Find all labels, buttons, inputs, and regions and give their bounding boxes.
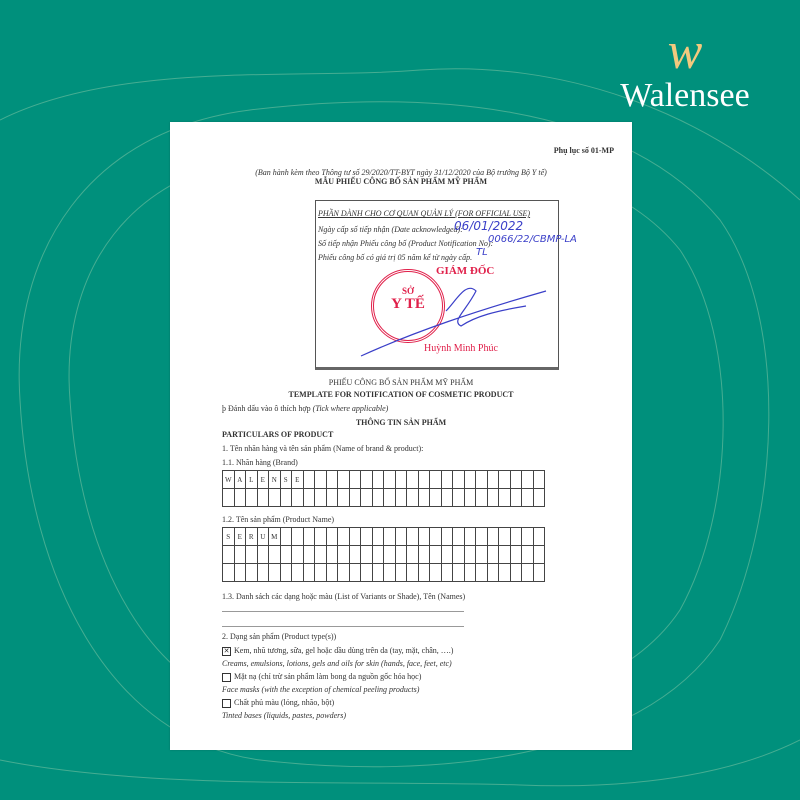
grid-cell <box>395 528 407 546</box>
grid-cell <box>522 528 534 546</box>
grid-cell <box>418 489 430 507</box>
grid-cell <box>280 528 292 546</box>
grid-cell <box>418 471 430 489</box>
grid-cell <box>407 528 419 546</box>
grid-cell <box>361 528 373 546</box>
grid-cell <box>441 471 453 489</box>
grid-cell <box>384 528 396 546</box>
grid-cell <box>349 528 361 546</box>
grid-cell <box>315 528 327 546</box>
question-2: 2. Dạng sản phẩm (Product type(s)) <box>222 632 337 641</box>
checkbox-icon <box>222 699 231 708</box>
grid-cell <box>499 471 511 489</box>
notification-no-value: 0066/22/CBMP-LA <box>488 234 577 245</box>
grid-cell <box>315 489 327 507</box>
grid-cell <box>510 489 522 507</box>
director-title: GIÁM ĐỐC <box>436 265 495 277</box>
grid-cell <box>303 489 315 507</box>
grid-cell <box>395 546 407 564</box>
grid-cell <box>338 489 350 507</box>
grid-cell <box>510 528 522 546</box>
grid-cell <box>453 546 465 564</box>
grid-cell <box>338 528 350 546</box>
grid-cell <box>533 489 545 507</box>
grid-cell <box>280 489 292 507</box>
issued-by: (Ban hành kèm theo Thông tư số 29/2020/TT-BYT ngày 31/12/2020 của Bộ trưởng Bộ Y tế) <box>255 168 547 177</box>
grid-cell <box>384 546 396 564</box>
grid-cell <box>430 564 442 582</box>
grid-cell: S <box>223 528 235 546</box>
grid-cell <box>510 546 522 564</box>
grid-cell <box>430 546 442 564</box>
grid-cell <box>303 471 315 489</box>
type-label-en: Creams, emulsions, lotions, gels and oils for skin (hands, face, feet, etc) <box>222 659 452 668</box>
question-1-3: 1.3. Danh sách các dạng hoặc màu (List of Variants or Shade), Tên (Names) <box>222 592 466 601</box>
grid-cell <box>418 546 430 564</box>
date-label: Ngày cấp số tiếp nhận (Date acknowledged): <box>318 225 463 234</box>
grid-cell <box>487 564 499 582</box>
grid-cell <box>338 546 350 564</box>
grid-cell <box>487 489 499 507</box>
grid-cell: E <box>257 471 269 489</box>
question-1-2: 1.2. Tên sản phẩm (Product Name) <box>222 515 335 524</box>
type-label-vn: Chất phủ màu (lỏng, nhão, bột) <box>234 698 335 707</box>
grid-cell <box>315 471 327 489</box>
grid-cell <box>476 546 488 564</box>
grid-cell <box>292 564 304 582</box>
grid-cell <box>407 546 419 564</box>
product-type-option <box>222 646 453 656</box>
stamp-top: SỞ <box>401 286 414 296</box>
grid-cell <box>441 546 453 564</box>
grid-cell <box>407 489 419 507</box>
grid-cell <box>361 471 373 489</box>
grid-cell <box>533 564 545 582</box>
grid-cell <box>269 564 281 582</box>
grid-cell <box>487 471 499 489</box>
grid-cell <box>326 546 338 564</box>
grid-cell <box>533 528 545 546</box>
grid-cell <box>257 489 269 507</box>
grid-cell <box>349 471 361 489</box>
product-type-option <box>222 698 334 708</box>
grid-cell <box>246 564 258 582</box>
grid-cell <box>384 489 396 507</box>
grid-cell <box>372 546 384 564</box>
product-name-grid <box>222 527 545 582</box>
grid-cell <box>372 489 384 507</box>
grid-cell <box>441 489 453 507</box>
grid-cell <box>441 528 453 546</box>
grid-cell <box>441 564 453 582</box>
logo-mark: w <box>667 23 703 80</box>
grid-cell <box>476 471 488 489</box>
grid-cell <box>407 471 419 489</box>
validity-note: Phiếu công bố có giá trị 05 năm kể từ ngày cấp. <box>318 253 473 262</box>
grid-cell <box>234 489 246 507</box>
grid-cell <box>453 528 465 546</box>
notification-no-label: Số tiếp nhận Phiếu công bố (Product Notification No): <box>318 239 494 248</box>
grid-cell <box>349 489 361 507</box>
grid-cell <box>338 471 350 489</box>
grid-cell <box>372 471 384 489</box>
walensee-logo <box>600 23 770 116</box>
grid-cell: U <box>257 528 269 546</box>
variants-line <box>222 626 464 627</box>
grid-cell <box>326 471 338 489</box>
grid-cell: W <box>223 471 235 489</box>
grid-row <box>223 546 545 564</box>
grid-row <box>223 489 545 507</box>
logo-text: Walensee <box>620 77 750 114</box>
grid-cell <box>361 546 373 564</box>
title-vn: PHIẾU CÔNG BỐ SẢN PHẨM MỸ PHẨM <box>328 378 474 387</box>
tl-mark: TL <box>476 247 488 258</box>
grid-cell <box>372 564 384 582</box>
grid-cell <box>499 489 511 507</box>
grid-cell <box>430 489 442 507</box>
grid-cell <box>361 489 373 507</box>
grid-row <box>223 528 545 546</box>
type-label-vn: Mặt nạ (chỉ trừ sản phẩm làm bong da nguồn gốc hóa học) <box>234 672 422 681</box>
grid-cell <box>430 528 442 546</box>
grid-cell: L <box>246 471 258 489</box>
grid-cell <box>246 546 258 564</box>
grid-cell <box>361 564 373 582</box>
grid-cell <box>395 564 407 582</box>
grid-cell <box>499 546 511 564</box>
section-en: PARTICULARS OF PRODUCT <box>222 430 334 439</box>
grid-cell <box>464 564 476 582</box>
grid-cell <box>315 564 327 582</box>
tick-note-en: (Tick where applicable) <box>312 404 389 413</box>
tick-note <box>222 404 388 413</box>
type-label-vn: Kem, nhũ tương, sữa, gel hoặc dầu dùng trên da (tay, mặt, chân, ….) <box>234 646 454 655</box>
grid-cell <box>223 489 235 507</box>
type-label-en: Face masks (with the exception of chemical peeling products) <box>222 685 420 694</box>
grid-cell <box>476 564 488 582</box>
date-value: 06/01/2022 <box>454 219 524 233</box>
grid-cell <box>510 471 522 489</box>
grid-cell <box>257 546 269 564</box>
grid-cell <box>395 471 407 489</box>
grid-cell <box>476 489 488 507</box>
grid-cell <box>372 528 384 546</box>
grid-cell <box>326 489 338 507</box>
grid-cell <box>280 546 292 564</box>
grid-cell <box>292 546 304 564</box>
grid-cell <box>464 528 476 546</box>
signer-name: Huỳnh Minh Phúc <box>424 343 498 354</box>
grid-cell <box>418 528 430 546</box>
variants-line <box>222 611 464 612</box>
grid-cell <box>464 489 476 507</box>
grid-cell <box>257 564 269 582</box>
grid-cell <box>499 564 511 582</box>
grid-cell <box>522 471 534 489</box>
grid-cell <box>326 564 338 582</box>
grid-cell <box>326 528 338 546</box>
question-1-1: 1.1. Nhãn hàng (Brand) <box>222 458 298 467</box>
grid-cell <box>533 471 545 489</box>
stamp-main: Y TẾ <box>391 296 425 312</box>
question-1: 1. Tên nhãn hàng và tên sản phẩm (Name of brand & product): <box>222 444 424 453</box>
grid-cell: E <box>234 528 246 546</box>
grid-cell <box>384 564 396 582</box>
brand-grid <box>222 470 545 507</box>
grid-cell: N <box>269 471 281 489</box>
grid-cell <box>292 489 304 507</box>
grid-cell: A <box>234 471 246 489</box>
document-page <box>170 122 632 750</box>
grid-cell <box>234 546 246 564</box>
grid-cell <box>453 489 465 507</box>
grid-cell <box>269 489 281 507</box>
grid-cell <box>223 546 235 564</box>
grid-cell: R <box>246 528 258 546</box>
grid-cell <box>234 564 246 582</box>
product-type-option <box>222 672 421 682</box>
grid-cell <box>407 564 419 582</box>
grid-cell: E <box>292 471 304 489</box>
grid-cell <box>246 489 258 507</box>
grid-cell <box>487 528 499 546</box>
grid-cell <box>453 471 465 489</box>
checkbox-icon <box>222 673 231 682</box>
grid-cell <box>476 528 488 546</box>
grid-cell: S <box>280 471 292 489</box>
grid-cell <box>464 471 476 489</box>
grid-cell <box>349 564 361 582</box>
grid-cell <box>533 546 545 564</box>
grid-cell <box>280 564 292 582</box>
official-heading: PHẦN DÀNH CHO CƠ QUAN QUẢN LÝ (FOR OFFICIAL USE) <box>318 209 531 218</box>
grid-cell <box>499 528 511 546</box>
grid-cell <box>522 489 534 507</box>
grid-cell <box>303 564 315 582</box>
grid-cell <box>522 564 534 582</box>
grid-row <box>223 471 545 489</box>
appendix-number: Phụ lục số 01-MP <box>553 146 614 155</box>
tick-note-vn: þ Đánh dấu vào ô thích hợp <box>222 404 311 413</box>
grid-row <box>223 564 545 582</box>
grid-cell <box>269 546 281 564</box>
grid-cell <box>223 564 235 582</box>
grid-cell <box>522 546 534 564</box>
grid-cell <box>487 546 499 564</box>
grid-cell <box>384 471 396 489</box>
checked-box-icon: ✕ <box>223 646 230 655</box>
grid-cell <box>510 564 522 582</box>
grid-cell <box>418 564 430 582</box>
grid-cell: M <box>269 528 281 546</box>
form-title: MẪU PHIẾU CÔNG BỐ SẢN PHẨM MỸ PHẨM <box>314 177 488 186</box>
grid-cell <box>303 546 315 564</box>
type-label-en: Tinted bases (liquids, pastes, powders) <box>222 711 347 720</box>
title-en: TEMPLATE FOR NOTIFICATION OF COSMETIC PRODUCT <box>288 390 514 399</box>
grid-cell <box>430 471 442 489</box>
grid-cell <box>453 564 465 582</box>
grid-cell <box>303 528 315 546</box>
grid-cell <box>292 528 304 546</box>
grid-cell <box>395 489 407 507</box>
grid-cell <box>349 546 361 564</box>
official-use-box <box>315 200 577 370</box>
grid-cell <box>338 564 350 582</box>
grid-cell <box>464 546 476 564</box>
section-vn: THÔNG TIN SẢN PHẨM <box>355 418 447 427</box>
grid-cell <box>315 546 327 564</box>
